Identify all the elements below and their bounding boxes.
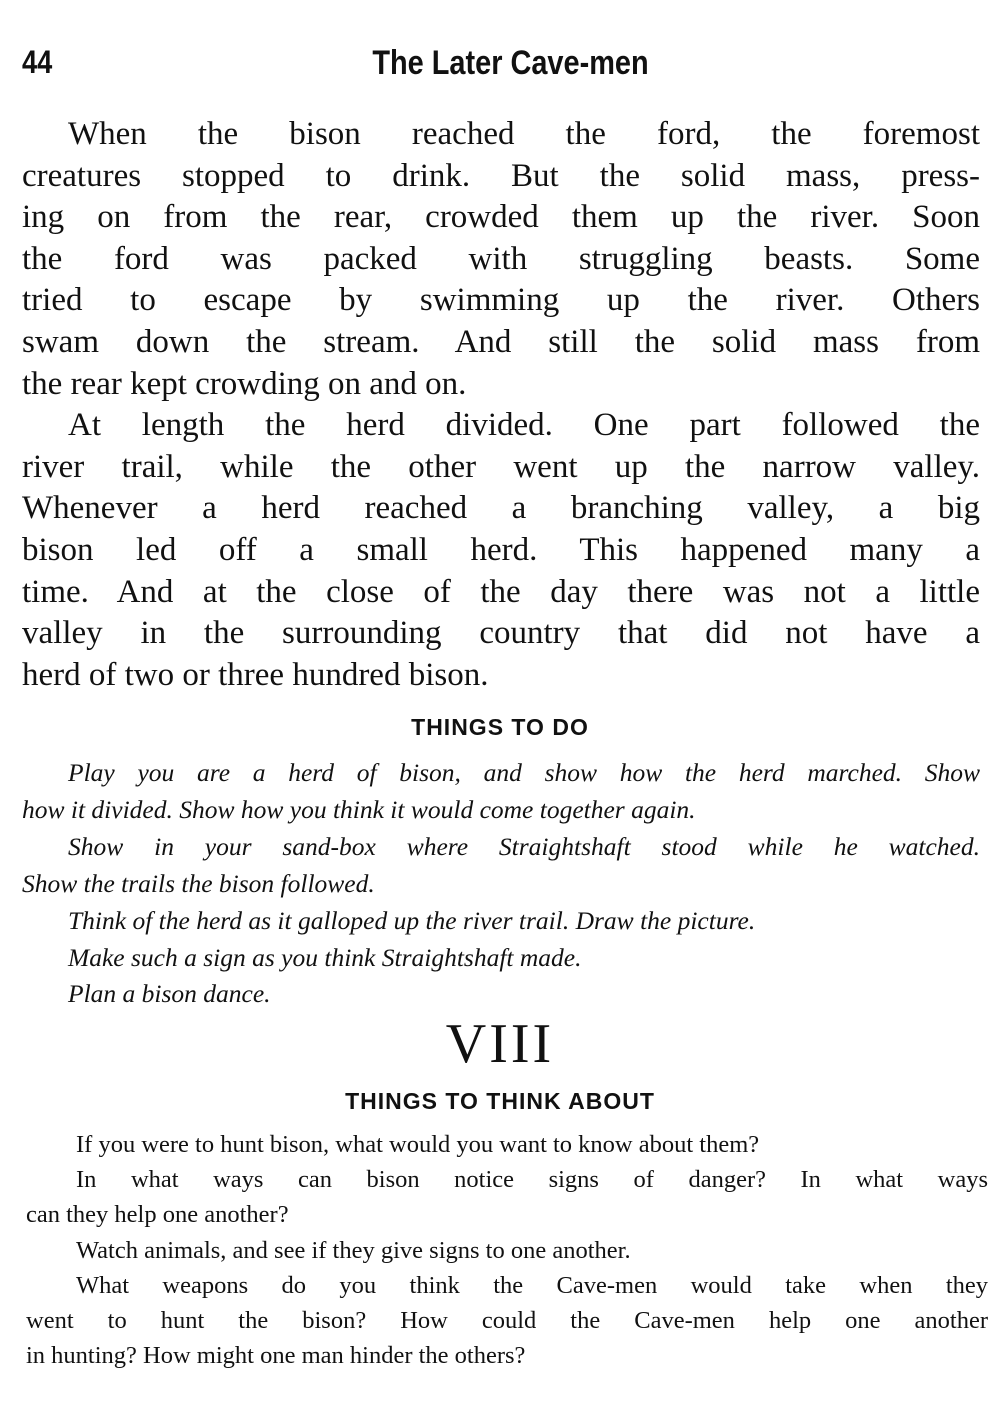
text-line: Make such a sign as you think Straightshaft made. (68, 942, 582, 972)
text-line: Play you are a herd of bison, and show how the herd marched. Show (68, 758, 980, 787)
text-line: valley in the surrounding country that did not have a (22, 615, 980, 652)
text-line: in hunting? How might one man hinder the others? (26, 1342, 526, 1370)
text-line: the rear kept crowding on and on. (22, 365, 467, 402)
text-line: can they help one another? (26, 1201, 289, 1229)
text-line: swam down the stream. And still the solid mass from (22, 323, 980, 360)
text-line: tried to escape by swimming up the river. Others (22, 282, 980, 319)
text-line: In what ways can bison notice signs of danger? In what ways (76, 1166, 988, 1194)
text-line: When the bison reached the ford, the foremost (68, 116, 980, 152)
chapter-numeral: VIII (445, 1013, 555, 1075)
text-line: the ford was packed with struggling beasts. Some (22, 240, 980, 277)
text-line: Think of the herd as it galloped up the river trail. Draw the picture. (68, 905, 756, 935)
text-line: bison led off a small herd. This happened many a (22, 531, 980, 568)
text-line: Show in your sand-box where Straightshaft stood while he watched. (68, 831, 980, 861)
text-line: Show the trails the bison followed. (22, 868, 375, 898)
text-line: river trail, while the other went up the narrow valley. (22, 448, 980, 485)
running-title (0, 44, 1000, 83)
text-line: time. And at the close of the day there was not a little (22, 573, 980, 610)
text-line: Watch animals, and see if they give signs to one another. (76, 1236, 631, 1264)
things-to-think-about-heading: THINGS TO THINK ABOUT (345, 1088, 655, 1114)
running-title-text: The Later Cave-men (371, 44, 649, 82)
text-line: What weapons do you think the Cave-men would take when they (76, 1271, 988, 1299)
things-to-do-heading: THINGS TO DO (411, 714, 589, 740)
text-line: creatures stopped to drink. But the solid mass, press- (22, 157, 980, 194)
text-line: herd of two or three hundred bison. (22, 656, 489, 693)
text-line: Plan a bison dance. (68, 979, 271, 1009)
text-line: ing on from the rear, crowded them up the river. Soon (22, 199, 980, 236)
body-text (22, 114, 980, 696)
text-line: Whenever a herd reached a branching valley, a big (22, 490, 980, 527)
things-to-think-about-list (26, 1127, 988, 1373)
text-line: how it divided. Show how you think it would come together again. (22, 794, 696, 824)
text-line: went to hunt the bison? How could the Cave-men help one another (26, 1307, 988, 1335)
things-to-do-list (22, 755, 980, 1013)
page-number: 44 (22, 44, 53, 80)
text-line: At length the herd divided. One part followed the (68, 407, 980, 444)
text-line: If you were to hunt bison, what would you want to know about them? (76, 1131, 760, 1158)
